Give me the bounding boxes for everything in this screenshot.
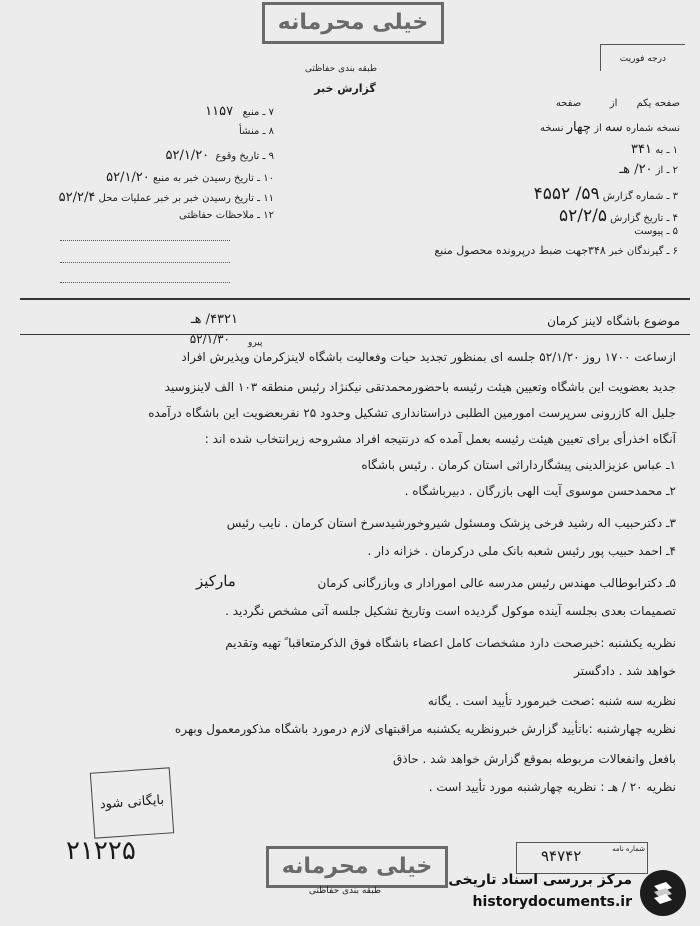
left-field-3 bbox=[60, 148, 274, 163]
left-field-value: ۵۲/۲/۴ bbox=[58, 190, 96, 205]
right-field-label: ۲ ـ از bbox=[655, 165, 678, 176]
subject-line: موضوع باشگاه لاینز کرمان bbox=[547, 314, 680, 328]
copy-count: چهار bbox=[566, 120, 591, 135]
body-line: ۴ـ احمد حبیب پور رئیس شعبه بانک ملی درکرمان . خزانه دار . bbox=[367, 544, 676, 558]
classification-stamp-text: خیلی محرمانه bbox=[281, 854, 433, 879]
classification-label-top: طبقه بندی حفاظتی bbox=[304, 64, 378, 74]
body-line: ازساعت ۱۷۰۰ روز ۵۲/۱/۲۰ جلسه ای بمنظور تجدید حیات وفعالیت باشگاه لاینزکرمان وپذیرش افراد bbox=[181, 350, 676, 364]
left-field-label: ۱۱ ـ تاریخ رسیدن خبر بر خبر عملیات محل bbox=[98, 193, 274, 204]
watermark-title: مرکز بررسی اسناد تاریخی bbox=[448, 872, 632, 888]
page-label: صفحه یکم bbox=[636, 98, 680, 109]
subject-divider bbox=[20, 334, 690, 335]
left-field-value: ۵۲/۱/۲۰ bbox=[106, 170, 150, 185]
archive-box-text: بایگانی شود bbox=[99, 792, 165, 813]
page-of: از bbox=[609, 98, 618, 109]
left-field-5 bbox=[6, 190, 274, 205]
left-blank-line bbox=[60, 282, 230, 283]
copy-info-line bbox=[410, 120, 680, 135]
body-line: نظریه چهارشنبه :باتأیید گزارش خبرونظریه یکشنبه مراقبتهای لازم درمورد باشگاه مذکورمعمول وبهره bbox=[174, 722, 676, 736]
body-line: ۲ـ محمدحسن موسوی آیت الهی بازرگان . دبیرباشگاه . bbox=[404, 484, 676, 498]
letter-number-value: ۹۴۷۴۲ bbox=[541, 847, 582, 865]
left-field-label: ۷ ـ منبع bbox=[242, 107, 274, 118]
right-field-label: ۵ ـ پیوست bbox=[634, 226, 678, 237]
left-blank-line bbox=[60, 240, 230, 241]
right-field-4 bbox=[400, 206, 678, 226]
body-line: جلیل اله کازرونی سرپرست امورمین الطلبی دراستانداری تشکیل وحدود ۲۵ نفربعضویت این باشگاه درآمده bbox=[148, 406, 676, 420]
reference-label: پیرو bbox=[248, 338, 263, 348]
body-line: ۵ـ دکترابوطالب مهندس رئیس مدرسه عالی امورادار ی وبازرگانی کرمان bbox=[317, 576, 676, 590]
header-divider bbox=[20, 298, 690, 300]
priority-box bbox=[600, 44, 685, 71]
body-line: بافعل وانفعالات مربوطه بموقع گزارش خواهد شد . حاذق bbox=[392, 752, 676, 766]
priority-label: درجه فوریت bbox=[619, 54, 666, 64]
right-field-label: ۱ ـ به bbox=[655, 145, 678, 156]
body-line: خواهد شد . دادگستر bbox=[574, 664, 676, 678]
left-field-value: ۱۱۵۷ bbox=[205, 104, 234, 119]
right-field-value: ۵۲/۲/۵ bbox=[558, 206, 607, 226]
reference-number: ۴۳۲۱/ هـ bbox=[190, 312, 238, 327]
copy-of: از bbox=[594, 123, 602, 134]
copy-value: سه bbox=[604, 120, 623, 135]
watermark-url: historydocuments.ir bbox=[472, 894, 632, 910]
copy-label: نسخه شماره bbox=[626, 123, 680, 134]
body-line: ۱ـ عباس عزیزالدینی پیشگارداراثی استان کرمان . رئیس باشگاه bbox=[361, 458, 676, 472]
body-line: جدید بعضویت این باشگاه وتعیین هیئت رئیسه باحضورمحمدتقی نیکنژاد رئیس منطقه ۱۰۳ الف لاینزوسید bbox=[164, 380, 676, 394]
report-title: گزارش خبر bbox=[314, 82, 376, 95]
right-field-value: ۳۴۱ bbox=[631, 142, 652, 157]
left-field-4 bbox=[20, 170, 274, 185]
right-field-value: ۳۴۸جهت ضبط درپرونده محصول منبع bbox=[434, 244, 606, 257]
handwritten-note: مارکیز bbox=[196, 572, 236, 590]
copy-word: نسخه bbox=[539, 123, 564, 134]
left-field-label: ۹ ـ تاریخ وقوع bbox=[215, 151, 274, 162]
right-field-2 bbox=[400, 162, 678, 177]
right-field-1 bbox=[400, 142, 678, 157]
archive-box bbox=[90, 767, 174, 838]
body-line: آنگاه اخذرأی برای تعیین هیئت رئیسه بعمل آمده که درنتیجه افراد مشروحه زیرانتخاب شده اند : bbox=[204, 432, 676, 446]
classification-stamp-text: خیلی محرمانه bbox=[277, 10, 429, 35]
classification-label-bottom: طبقه بندی حفاظتی bbox=[308, 886, 382, 896]
right-field-3 bbox=[400, 184, 678, 204]
left-field-2 bbox=[60, 126, 274, 137]
right-field-5 bbox=[400, 226, 678, 237]
body-line: نظریه ۲۰ / هـ : نظریه چهارشنبه مورد تأیید است . bbox=[428, 780, 676, 794]
body-line: تصمیمات بعدی بجلسه آینده موکول گردیده است وتاریخ تشکیل جلسه آتی مشخص نگردید . bbox=[225, 604, 676, 618]
classification-stamp-top bbox=[262, 2, 444, 44]
right-field-value: ۲۰/ هـ bbox=[619, 162, 653, 177]
file-number: ۲۱۲۲۵ bbox=[66, 836, 136, 866]
left-field-value: ۵۲/۱/۲۰ bbox=[165, 148, 210, 163]
watermark bbox=[420, 868, 692, 918]
right-field-6 bbox=[320, 244, 678, 257]
body-line: ۳ـ دکترحبیب اله رشید فرخی پزشک ومسئول شیروخورشیدسرخ استان کرمان . نایب رئیس bbox=[226, 516, 676, 530]
left-field-1 bbox=[60, 104, 274, 119]
reference-date: ۵۲/۱/۳۰ bbox=[189, 332, 230, 346]
archive-logo-icon bbox=[640, 870, 686, 916]
left-field-6 bbox=[60, 210, 274, 221]
page-info-line: صفحه یکم از صفحه bbox=[555, 98, 680, 109]
left-field-label: ۱۰ ـ تاریخ رسیدن خبر به منبع bbox=[152, 173, 274, 184]
right-field-label: ۴ ـ تاریخ گزارش bbox=[610, 213, 678, 224]
body-line: نظریه یکشنبه :خبرصحت دارد مشخصات کامل اعضاء باشگاه فوق الذکرمتعاقبا ً تهیه وتقدیم bbox=[225, 636, 676, 650]
body-line: نظریه سه شنبه :صحت خبرمورد تأیید است . یگانه bbox=[427, 694, 676, 708]
right-field-value: ۵۹/ ۴۵۵۲ bbox=[533, 184, 600, 204]
left-field-label: ۸ ـ منشأ bbox=[238, 126, 274, 137]
left-field-label: ۱۲ ـ ملاحظات حفاظتی bbox=[179, 210, 274, 221]
right-field-label: ۶ ـ گیرندگان خبر bbox=[608, 246, 678, 257]
left-blank-line bbox=[60, 262, 230, 263]
right-field-label: ۳ ـ شماره گزارش bbox=[602, 191, 678, 202]
letter-number-label: شماره نامه bbox=[612, 845, 645, 853]
